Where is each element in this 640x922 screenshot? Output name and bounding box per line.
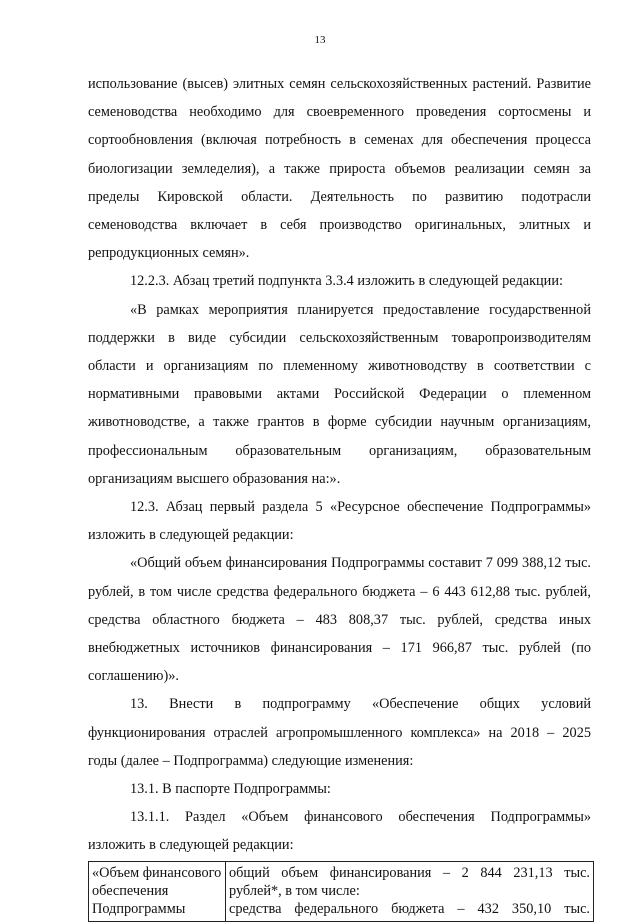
table-cell-value [226, 861, 594, 921]
paragraph-12-3: 12.3. Абзац первый раздела 5 «Ресурсное обеспечение Подпрограммы» изложить в следующей редакции: [88, 499, 591, 544]
page-number: 13 [314, 34, 326, 46]
paragraph-seed-production: использование (высев) элитных семян сельскохозяйственных растений. Развитие семеноводства необходимо для своевременного проведения сортосмены и сортообновления (включая потребность в семенах для обеспечения процесса биологизации земледелия), а также прироста объемов реализации семян за пределы Кировской области. Деятельность по развитию подотрасли семеноводства включает в себя производство оригинальных, элитных и репродукционных семян». [88, 76, 591, 262]
paragraph-state-support: «В рамках мероприятия планируется предоставление государственной поддержки в виде субсидии сельскохозяйственным товаропроизводителям области и организациям по племенному животноводству в соответствии с нормативными правовыми актами Российской Федерации о племенном животноводстве, а также грантов в форме субсидии научным организациям, профессиональным образовательным организациям, образовательным организациям высшего образования на:». [88, 301, 591, 487]
paragraph-12-2-3: 12.2.3. Абзац третий подпункта 3.3.4 изложить в следующей редакции: [130, 273, 563, 290]
paragraph-13-1-1: 13.1.1. Раздел «Объем финансового обеспечения Подпрограммы» изложить в следующей редакции: [88, 809, 591, 854]
paragraph-13: 13. Внести в подпрограмму «Обеспечение общих условий функционирования отраслей агропромышленного комплекса» на 2018 – 2025 годы (далее – Подпрограмма) следующие изменения: [88, 696, 591, 769]
document-body [88, 70, 591, 922]
financing-table [88, 861, 594, 922]
paragraph-13-1: 13.1. В паспорте Подпрограммы: [130, 781, 331, 798]
table-line: рублей*, в том числе: [229, 882, 360, 899]
table-row [89, 861, 594, 921]
paragraph-financing: «Общий объем финансирования Подпрограммы составит 7 099 388,12 тыс. рублей, в том числе средства федерального бюджета – 6 443 612,88 тыс. рублей, средства областного бюджета – 483 808,37 тыс. рублей, средства иных внебюджетных источников финансирования – 171 966,87 тыс. рублей (по соглашению)». [88, 555, 591, 685]
table-line: общий объем финансирования – 2 844 231,13 тыс. [229, 864, 590, 881]
table-cell-label: «Объем финансового обеспечения Подпрограммы [89, 861, 226, 921]
table-line: средства федерального бюджета – 432 350,10 тыс. [229, 900, 590, 917]
